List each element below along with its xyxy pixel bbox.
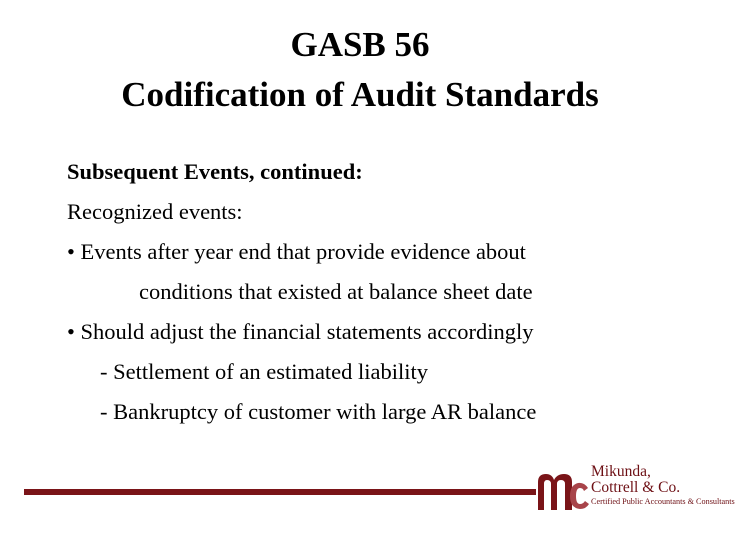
company-name [591,464,735,507]
sub-bullet-1: - Settlement of an estimated liability [100,359,429,384]
footer-rule [24,489,536,495]
bullet-1-line-1: • Events after year end that provide evidence about [67,239,526,264]
company-name-line-2: Cottrell & Co. [591,479,681,496]
footer-logo [24,460,735,520]
company-tagline: Certified Public Accountants & Consultants [591,497,735,506]
title-line-1: GASB 56 [290,25,430,64]
title-line-2: Codification of Audit Standards [121,75,599,114]
section-heading: Subsequent Events, continued: [67,159,363,184]
company-name-line-1: Mikunda, [591,463,651,480]
slide-body [67,152,707,432]
slide-title [0,20,720,120]
intro-text: Recognized events: [67,199,243,224]
bullet-2: • Should adjust the financial statements accordingly [67,319,534,344]
bullet-1-line-2: conditions that existed at balance sheet date [139,279,533,304]
sub-bullet-2: - Bankruptcy of customer with large AR balance [100,399,537,424]
